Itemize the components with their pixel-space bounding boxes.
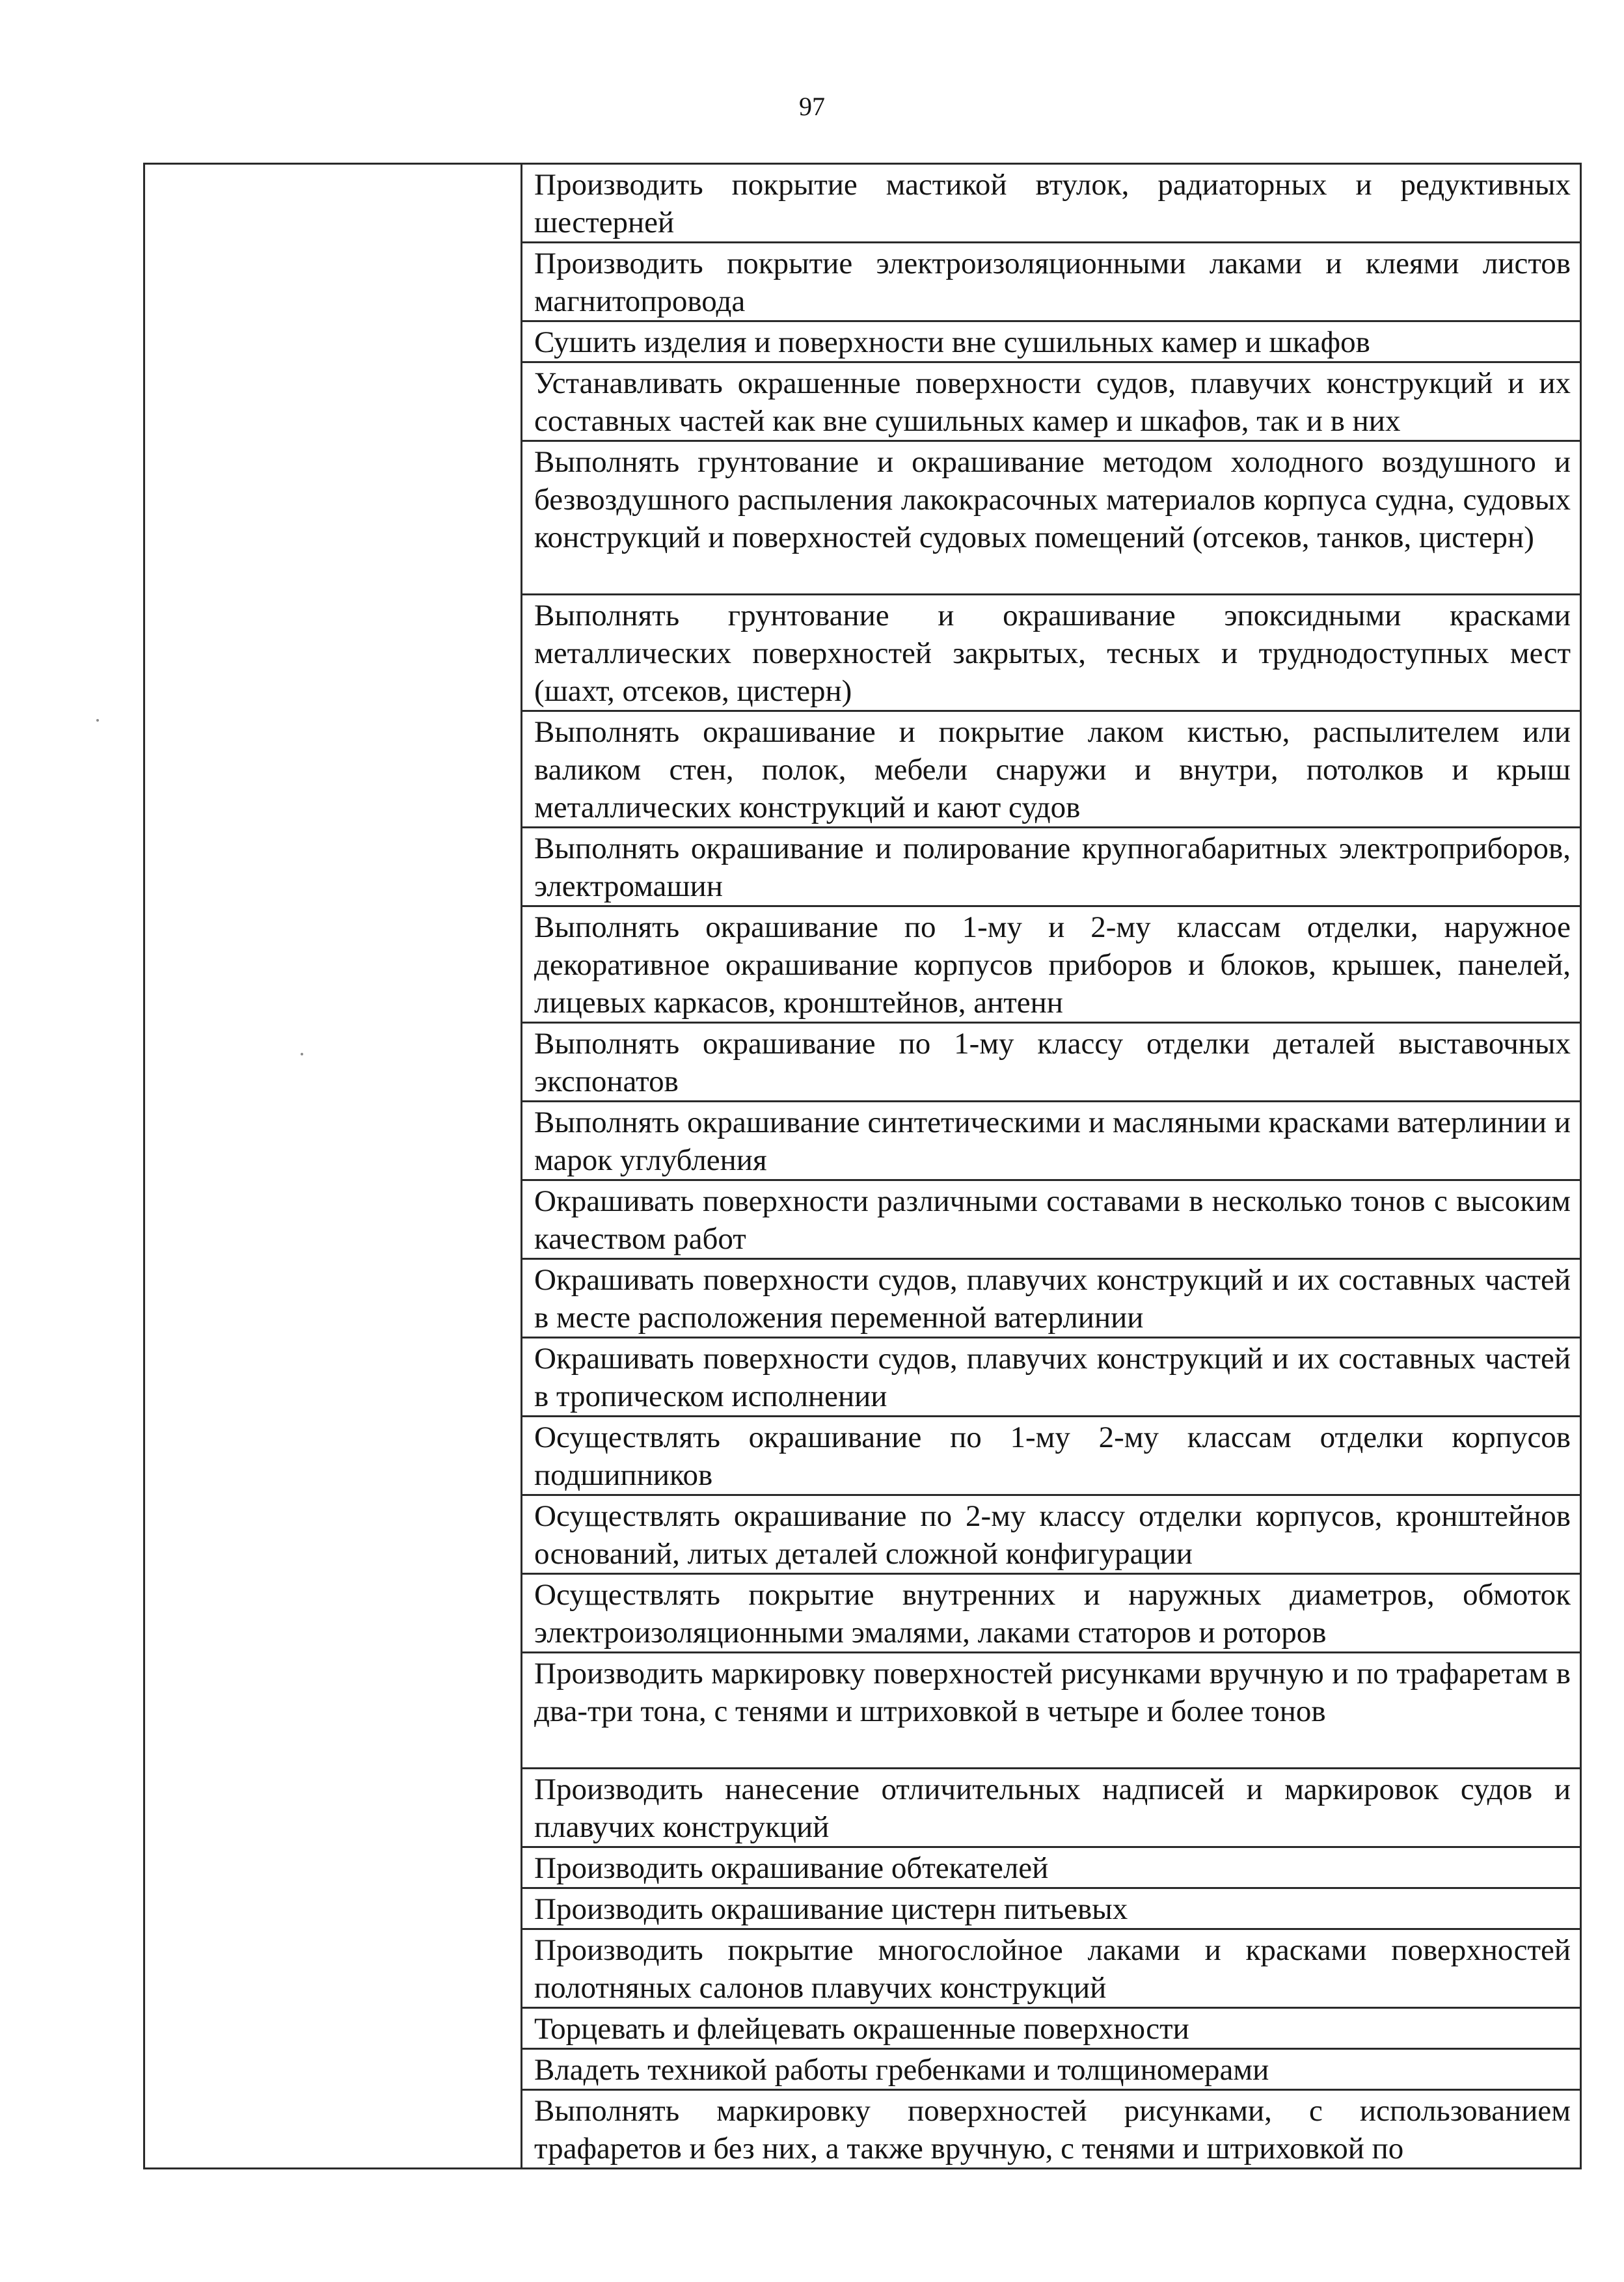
task-cell: Производить окрашивание обтекателей [522, 1847, 1581, 1888]
task-cell: Выполнять грунтование и окрашивание методом холодного воздушного и безвоздушного распыления лакокрасочных материалов корпуса судна, судовых конструкций и поверхностей судовых помещений (отсеков, танков, цистерн) [522, 441, 1581, 595]
task-cell: Окрашивать поверхности судов, плавучих конструкций и их составных частей в месте расположения переменной ватерлинии [522, 1259, 1581, 1338]
scan-speck [96, 719, 99, 722]
task-cell: Выполнять грунтование и окрашивание эпоксидными красками металлических поверхностей закрытых, тесных и труднодоступных мест (шахт, отсеков, цистерн) [522, 595, 1581, 711]
task-cell: Осуществлять окрашивание по 2-му классу отделки корпусов, кронштейнов оснований, литых деталей сложной конфигурации [522, 1495, 1581, 1574]
table-body [144, 164, 1581, 2169]
task-cell: Окрашивать поверхности судов, плавучих конструкций и их составных частей в тропическом исполнении [522, 1338, 1581, 1417]
task-cell: Выполнять окрашивание и полирование крупногабаритных электроприборов, электромашин [522, 828, 1581, 906]
left-column-cell [144, 164, 522, 2169]
task-cell: Производить покрытие многослойное лаками и красками поверхностей полотняных салонов плавучих конструкций [522, 1929, 1581, 2008]
task-cell: Осуществлять окрашивание по 1-му 2-му классам отделки корпусов подшипников [522, 1417, 1581, 1495]
table-row [144, 164, 1581, 243]
task-cell: Выполнять окрашивание по 1-му и 2-му классам отделки, наружное декоративное окрашивание корпусов приборов и блоков, крышек, панелей, лицевых каркасов, кронштейнов, антенн [522, 906, 1581, 1023]
task-cell: Окрашивать поверхности различными составами в несколько тонов с высоким качеством работ [522, 1180, 1581, 1259]
task-cell: Выполнять окрашивание синтетическими и масляными красками ватерлинии и марок углубления [522, 1102, 1581, 1180]
task-cell: Торцевать и флейцевать окрашенные поверхности [522, 2008, 1581, 2049]
competency-table [143, 163, 1582, 2169]
task-cell: Производить покрытие мастикой втулок, радиаторных и редуктивных шестерней [522, 164, 1581, 243]
task-cell: Осуществлять покрытие внутренних и наружных диаметров, обмоток электроизоляционными эмалями, лаками статоров и роторов [522, 1574, 1581, 1653]
page-number: 97 [799, 92, 825, 121]
task-cell: Выполнять маркировку поверхностей рисунками, с использованием трафаретов и без них, а также вручную, с тенями и штриховкой по [522, 2090, 1581, 2169]
scan-speck [301, 1053, 303, 1055]
task-cell: Сушить изделия и поверхности вне сушильных камер и шкафов [522, 321, 1581, 362]
task-cell: Владеть техникой работы гребенками и толщиномерами [522, 2049, 1581, 2090]
task-cell: Производить маркировку поверхностей рисунками вручную и по трафаретам в два-три тона, с тенями и штриховкой в четыре и более тонов [522, 1653, 1581, 1769]
task-cell: Выполнять окрашивание по 1-му классу отделки деталей выставочных экспонатов [522, 1023, 1581, 1102]
task-cell: Устанавливать окрашенные поверхности судов, плавучих конструкций и их составных частей как вне сушильных камер и шкафов, так и в них [522, 362, 1581, 441]
task-cell: Производить покрытие электроизоляционными лаками и клеями листов магнитопровода [522, 243, 1581, 321]
task-cell: Производить нанесение отличительных надписей и маркировок судов и плавучих конструкций [522, 1769, 1581, 1847]
task-cell: Выполнять окрашивание и покрытие лаком кистью, распылителем или валиком стен, полок, мебели снаружи и внутри, потолков и крыш металлических конструкций и кают судов [522, 711, 1581, 828]
task-cell: Производить окрашивание цистерн питьевых [522, 1888, 1581, 1929]
